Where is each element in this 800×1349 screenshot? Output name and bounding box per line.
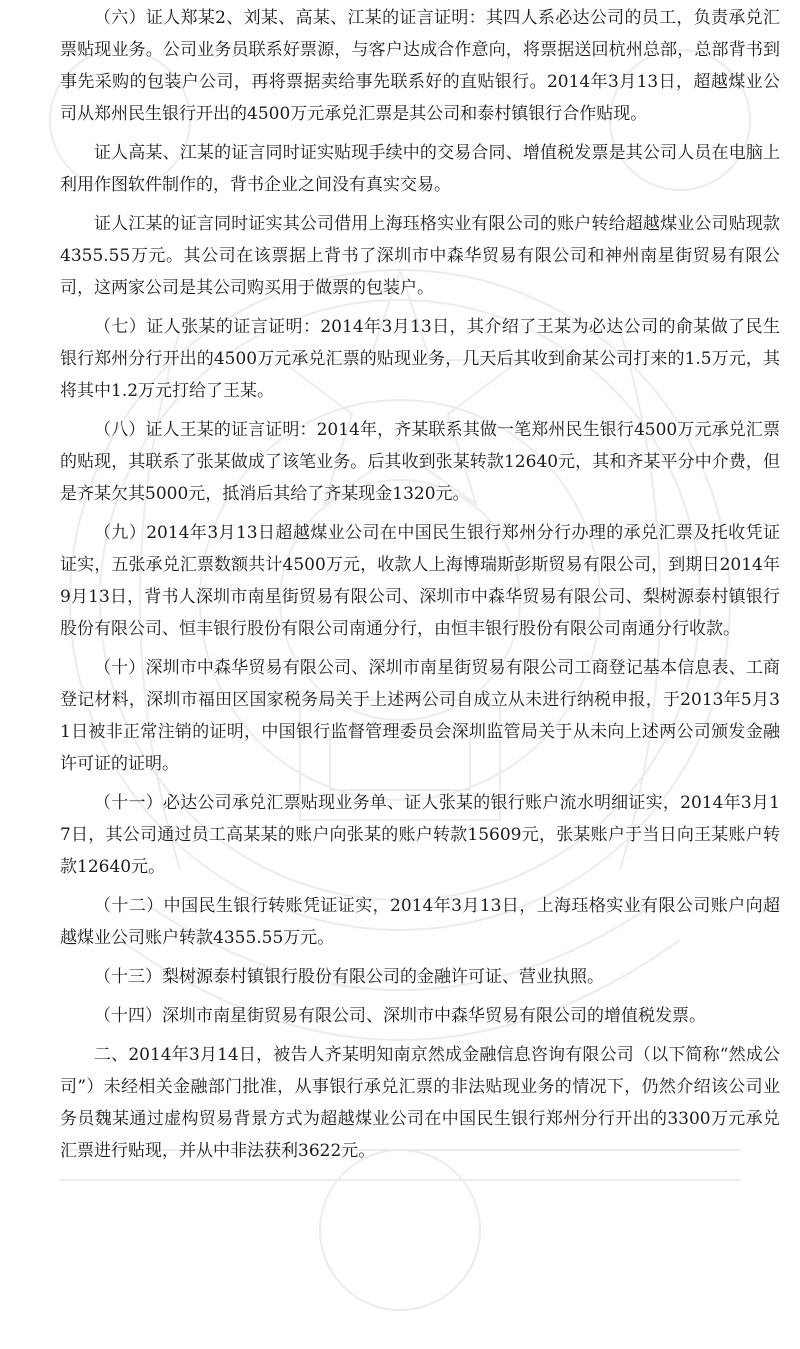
paragraph-section-two: 二、2014年3月14日，被告人齐某明知南京然成金融信息咨询有限公司（以下简称“然成公司”）未经相关金融部门批准，从事银行承兑汇票的非法贴现业务的情况下，仍然介绍该公司业务员魏某通过虚构贸易背景方式为超越煤业公司在中国民生银行郑州分行开出的3300万元承兑汇票进行贴现，并从中非法获利3622元。 [60, 1045, 780, 1161]
paragraph-seven: （七）证人张某的证言证明：2014年3月13日，其介绍了王某为必达公司的俞某做了民生银行郑州分行开出的4500万元承兑汇票的贴现业务，几天后其收到俞某公司打来的1.5万元，其将其中1.2万元打给了王某。 [60, 317, 780, 401]
paragraph-six-c: 证人江某的证言同时证实其公司借用上海珏格实业有限公司的账户转给超越煤业公司贴现款4355.55万元。其公司在该票据上背书了深圳市中森华贸易有限公司和神州南星街贸易有限公司，这两家公司是其公司购买用于做票的包装户。 [60, 214, 780, 298]
paragraph-fourteen: （十四）深圳市南星街贸易有限公司、深圳市中森华贸易有限公司的增值税发票。 [94, 1006, 706, 1026]
paragraph-twelve: （十二）中国民生银行转账凭证证实，2014年3月13日，上海珏格实业有限公司账户向超越煤业公司账户转款4355.55万元。 [60, 896, 780, 948]
paragraph-six: （六）证人郑某2、刘某、高某、江某的证言证明：其四人系必达公司的员工，负责承兑汇票贴现业务。公司业务员联系好票源，与客户达成合作意向，将票据送回杭州总部，总部背书到事先采购的包装户公司，再将票据卖给事先联系好的直贴银行。2014年3月13日，超越煤业公司从郑州民生银行开出的4500万元承兑汇票是其公司和泰村镇银行合作贴现。 [60, 8, 780, 124]
paragraph-nine: （九）2014年3月13日超越煤业公司在中国民生银行郑州分行办理的承兑汇票及托收凭证证实，五张承兑汇票数额共计4500万元，收款人上海博瑞斯彭斯贸易有限公司，到期日2014年9月13日，背书人深圳市南星街贸易有限公司、深圳市中森华贸易有限公司、梨树源泰村镇银行股份有限公司、恒丰银行股份有限公司南通分行，由恒丰银行股份有限公司南通分行收款。 [60, 523, 780, 639]
document-body [60, 0, 780, 1174]
paragraph-ten: （十）深圳市中森华贸易有限公司、深圳市南星街贸易有限公司工商登记基本信息表、工商登记材料，深圳市福田区国家税务局关于上述两公司自成立从未进行纳税申报，于2013年5月31日被非正常注销的证明，中国银行监督管理委员会深圳监管局关于从未向上述两公司颁发金融许可证的证明。 [60, 658, 780, 774]
paragraph-six-b: 证人高某、江某的证言同时证实贴现手续中的交易合同、增值税发票是其公司人员在电脑上利用作图软件制作的，背书企业之间没有真实交易。 [60, 143, 780, 195]
paragraph-thirteen: （十三）梨树源泰村镇银行股份有限公司的金融许可证、营业执照。 [94, 967, 604, 987]
paragraph-eight: （八）证人王某的证言证明：2014年，齐某联系其做一笔郑州民生银行4500万元承兑汇票的贴现，其联系了张某做成了该笔业务。后其收到张某转款12640元，其和齐某平分中介费，但是齐某欠其5000元，抵消后其给了齐某现金1320元。 [60, 420, 780, 504]
paragraph-eleven: （十一）必达公司承兑汇票贴现业务单、证人张某的银行账户流水明细证实，2014年3月17日，其公司通过员工高某某的账户向张某的账户转款15609元，张某账户于当日向王某账户转款12640元。 [60, 793, 780, 877]
